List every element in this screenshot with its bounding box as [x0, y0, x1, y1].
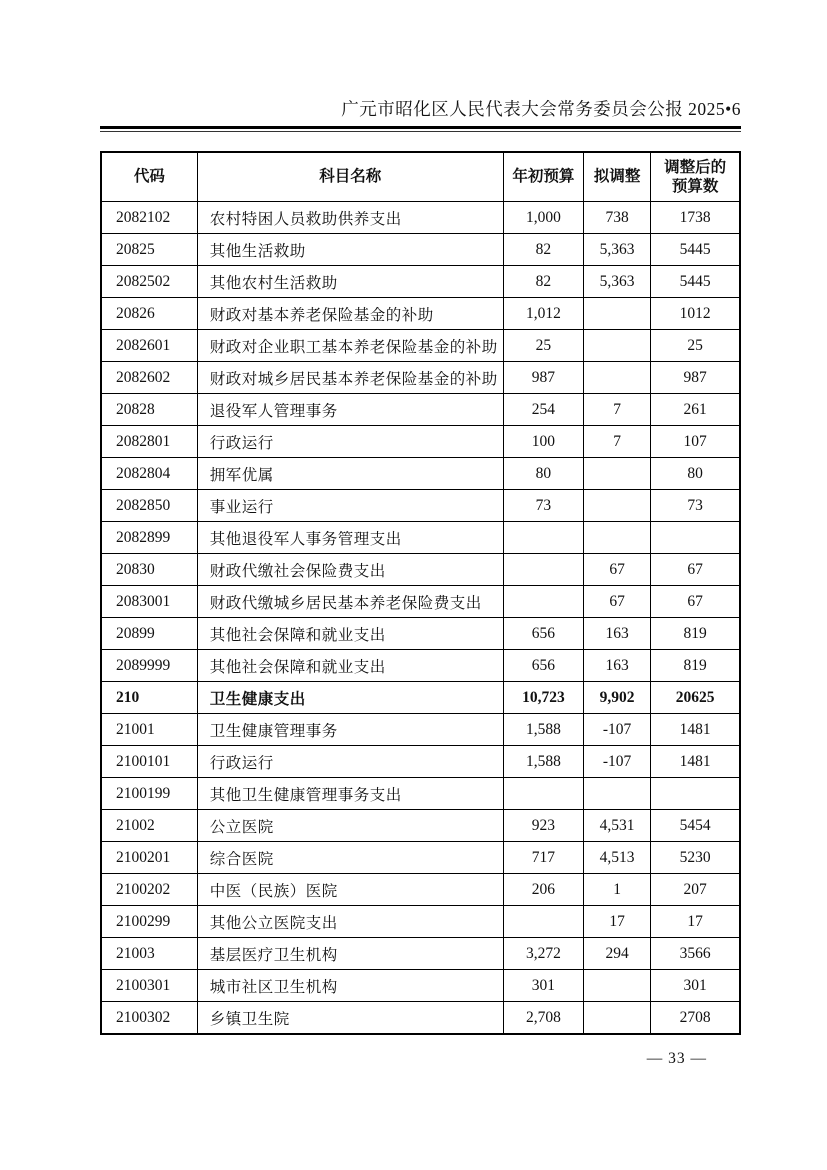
- row-proposed-adjustment: 4,513: [584, 842, 651, 874]
- row-code: 2089999: [101, 650, 197, 682]
- table-row: [101, 682, 740, 714]
- table-row: [101, 938, 740, 970]
- row-subject-name: 其他社会保障和就业支出: [197, 650, 503, 682]
- row-initial-budget: [503, 522, 583, 554]
- row-adjusted-budget: 301: [651, 970, 740, 1002]
- row-proposed-adjustment: -107: [584, 746, 651, 778]
- table-row: [101, 490, 740, 522]
- row-code: 20899: [101, 618, 197, 650]
- row-adjusted-budget: 67: [651, 554, 740, 586]
- table-row: [101, 234, 740, 266]
- row-code: 2082804: [101, 458, 197, 490]
- row-subject-name: 其他卫生健康管理事务支出: [197, 778, 503, 810]
- row-subject-name: 拥军优属: [197, 458, 503, 490]
- table-row: [101, 810, 740, 842]
- row-proposed-adjustment: 67: [584, 554, 651, 586]
- row-initial-budget: 301: [503, 970, 583, 1002]
- row-code: 2083001: [101, 586, 197, 618]
- table-row: [101, 970, 740, 1002]
- row-subject-name: 其他生活救助: [197, 234, 503, 266]
- row-adjusted-budget: 5230: [651, 842, 740, 874]
- column-header-proposed-adjustment: 拟调整: [584, 152, 651, 202]
- page-content: [100, 0, 741, 1068]
- row-initial-budget: [503, 906, 583, 938]
- column-header-subject-name: 科目名称: [197, 152, 503, 202]
- table-row: [101, 394, 740, 426]
- table-row: [101, 266, 740, 298]
- row-initial-budget: 82: [503, 266, 583, 298]
- row-initial-budget: 656: [503, 618, 583, 650]
- row-proposed-adjustment: 7: [584, 426, 651, 458]
- row-code: 2100202: [101, 874, 197, 906]
- table-row: [101, 618, 740, 650]
- table-row: [101, 1002, 740, 1035]
- row-initial-budget: 3,272: [503, 938, 583, 970]
- table-row: [101, 778, 740, 810]
- row-code: 2100299: [101, 906, 197, 938]
- row-proposed-adjustment: [584, 778, 651, 810]
- row-proposed-adjustment: 7: [584, 394, 651, 426]
- row-adjusted-budget: 5454: [651, 810, 740, 842]
- row-initial-budget: [503, 586, 583, 618]
- row-proposed-adjustment: 1: [584, 874, 651, 906]
- row-adjusted-budget: 20625: [651, 682, 740, 714]
- row-proposed-adjustment: 738: [584, 202, 651, 234]
- header-rule-divider: [100, 126, 741, 132]
- row-adjusted-budget: [651, 778, 740, 810]
- row-proposed-adjustment: [584, 458, 651, 490]
- row-subject-name: 卫生健康管理事务: [197, 714, 503, 746]
- table-row: [101, 874, 740, 906]
- table-row: [101, 426, 740, 458]
- row-adjusted-budget: 17: [651, 906, 740, 938]
- row-code: 2082502: [101, 266, 197, 298]
- row-subject-name: 财政对基本养老保险基金的补助: [197, 298, 503, 330]
- table-row: [101, 458, 740, 490]
- row-adjusted-budget: 1738: [651, 202, 740, 234]
- row-adjusted-budget: 5445: [651, 266, 740, 298]
- column-header-adjusted-budget: [651, 152, 740, 202]
- row-adjusted-budget: 3566: [651, 938, 740, 970]
- row-proposed-adjustment: 4,531: [584, 810, 651, 842]
- row-initial-budget: 1,012: [503, 298, 583, 330]
- row-proposed-adjustment: [584, 298, 651, 330]
- row-adjusted-budget: 207: [651, 874, 740, 906]
- row-subject-name: 乡镇卫生院: [197, 1002, 503, 1035]
- row-code: 2100101: [101, 746, 197, 778]
- row-adjusted-budget: 80: [651, 458, 740, 490]
- row-code: 20825: [101, 234, 197, 266]
- row-subject-name: 其他农村生活救助: [197, 266, 503, 298]
- row-subject-name: 综合医院: [197, 842, 503, 874]
- row-adjusted-budget: 1012: [651, 298, 740, 330]
- row-code: 2082601: [101, 330, 197, 362]
- table-header: [101, 152, 740, 202]
- row-adjusted-budget: 25: [651, 330, 740, 362]
- row-subject-name: 财政代缴社会保险费支出: [197, 554, 503, 586]
- table-row: [101, 906, 740, 938]
- row-initial-budget: 656: [503, 650, 583, 682]
- budget-table-body: [101, 202, 740, 1035]
- row-subject-name: 其他退役军人事务管理支出: [197, 522, 503, 554]
- table-row: [101, 586, 740, 618]
- row-code: 2100199: [101, 778, 197, 810]
- row-subject-name: 行政运行: [197, 426, 503, 458]
- row-proposed-adjustment: [584, 970, 651, 1002]
- row-code: 2082899: [101, 522, 197, 554]
- row-adjusted-budget: 1481: [651, 746, 740, 778]
- row-proposed-adjustment: -107: [584, 714, 651, 746]
- row-code: 2100201: [101, 842, 197, 874]
- row-subject-name: 行政运行: [197, 746, 503, 778]
- row-initial-budget: 100: [503, 426, 583, 458]
- row-proposed-adjustment: [584, 522, 651, 554]
- row-proposed-adjustment: 5,363: [584, 266, 651, 298]
- row-adjusted-budget: 819: [651, 650, 740, 682]
- row-subject-name: 公立医院: [197, 810, 503, 842]
- row-code: 20828: [101, 394, 197, 426]
- row-adjusted-budget: 5445: [651, 234, 740, 266]
- table-header-row: [101, 152, 740, 202]
- row-subject-name: 财政代缴城乡居民基本养老保险费支出: [197, 586, 503, 618]
- row-initial-budget: 923: [503, 810, 583, 842]
- row-initial-budget: 82: [503, 234, 583, 266]
- table-row: [101, 714, 740, 746]
- row-proposed-adjustment: 9,902: [584, 682, 651, 714]
- row-initial-budget: 987: [503, 362, 583, 394]
- row-adjusted-budget: 819: [651, 618, 740, 650]
- row-code: 21001: [101, 714, 197, 746]
- table-row: [101, 330, 740, 362]
- row-code: 2082102: [101, 202, 197, 234]
- row-initial-budget: [503, 554, 583, 586]
- table-row: [101, 650, 740, 682]
- row-proposed-adjustment: [584, 362, 651, 394]
- row-proposed-adjustment: 294: [584, 938, 651, 970]
- row-subject-name: 财政对企业职工基本养老保险基金的补助: [197, 330, 503, 362]
- table-row: [101, 362, 740, 394]
- row-initial-budget: 25: [503, 330, 583, 362]
- row-adjusted-budget: 987: [651, 362, 740, 394]
- row-proposed-adjustment: [584, 1002, 651, 1035]
- row-code: 20830: [101, 554, 197, 586]
- row-subject-name: 其他社会保障和就业支出: [197, 618, 503, 650]
- column-header-initial-budget: 年初预算: [503, 152, 583, 202]
- row-adjusted-budget: 73: [651, 490, 740, 522]
- row-proposed-adjustment: 67: [584, 586, 651, 618]
- bulletin-header-title: 广元市昭化区人民代表大会常务委员会公报 2025•6: [341, 99, 741, 119]
- table-row: [101, 746, 740, 778]
- column-header-code: 代码: [101, 152, 197, 202]
- row-subject-name: 农村特困人员救助供养支出: [197, 202, 503, 234]
- row-proposed-adjustment: 163: [584, 650, 651, 682]
- table-row: [101, 298, 740, 330]
- row-proposed-adjustment: 5,363: [584, 234, 651, 266]
- table-row: [101, 842, 740, 874]
- row-initial-budget: 1,588: [503, 714, 583, 746]
- budget-adjustment-table: [100, 151, 741, 1035]
- column-header-adjusted-budget-line1: 调整后的: [664, 158, 727, 176]
- row-proposed-adjustment: 163: [584, 618, 651, 650]
- row-code: 2100302: [101, 1002, 197, 1035]
- column-header-adjusted-budget-line2: 预算数: [671, 178, 719, 195]
- page-number: — 33 —: [646, 1050, 707, 1067]
- row-initial-budget: 10,723: [503, 682, 583, 714]
- row-code: 2082801: [101, 426, 197, 458]
- row-adjusted-budget: 2708: [651, 1002, 740, 1035]
- row-adjusted-budget: [651, 522, 740, 554]
- row-initial-budget: 1,588: [503, 746, 583, 778]
- row-initial-budget: 80: [503, 458, 583, 490]
- row-initial-budget: 254: [503, 394, 583, 426]
- row-code: 2082602: [101, 362, 197, 394]
- row-initial-budget: 73: [503, 490, 583, 522]
- table-row: [101, 554, 740, 586]
- row-proposed-adjustment: [584, 330, 651, 362]
- row-code: 2100301: [101, 970, 197, 1002]
- row-code: 2082850: [101, 490, 197, 522]
- row-subject-name: 城市社区卫生机构: [197, 970, 503, 1002]
- table-row: [101, 202, 740, 234]
- row-subject-name: 退役军人管理事务: [197, 394, 503, 426]
- row-adjusted-budget: 67: [651, 586, 740, 618]
- row-proposed-adjustment: 17: [584, 906, 651, 938]
- row-subject-name: 财政对城乡居民基本养老保险基金的补助: [197, 362, 503, 394]
- row-initial-budget: 2,708: [503, 1002, 583, 1035]
- row-subject-name: 其他公立医院支出: [197, 906, 503, 938]
- row-initial-budget: [503, 778, 583, 810]
- row-code: 210: [101, 682, 197, 714]
- row-initial-budget: 206: [503, 874, 583, 906]
- row-initial-budget: 1,000: [503, 202, 583, 234]
- row-subject-name: 卫生健康支出: [197, 682, 503, 714]
- row-code: 21002: [101, 810, 197, 842]
- table-row: [101, 522, 740, 554]
- row-initial-budget: 717: [503, 842, 583, 874]
- row-adjusted-budget: 261: [651, 394, 740, 426]
- row-proposed-adjustment: [584, 490, 651, 522]
- row-subject-name: 事业运行: [197, 490, 503, 522]
- row-subject-name: 中医（民族）医院: [197, 874, 503, 906]
- row-adjusted-budget: 1481: [651, 714, 740, 746]
- row-subject-name: 基层医疗卫生机构: [197, 938, 503, 970]
- row-code: 20826: [101, 298, 197, 330]
- row-adjusted-budget: 107: [651, 426, 740, 458]
- row-code: 21003: [101, 938, 197, 970]
